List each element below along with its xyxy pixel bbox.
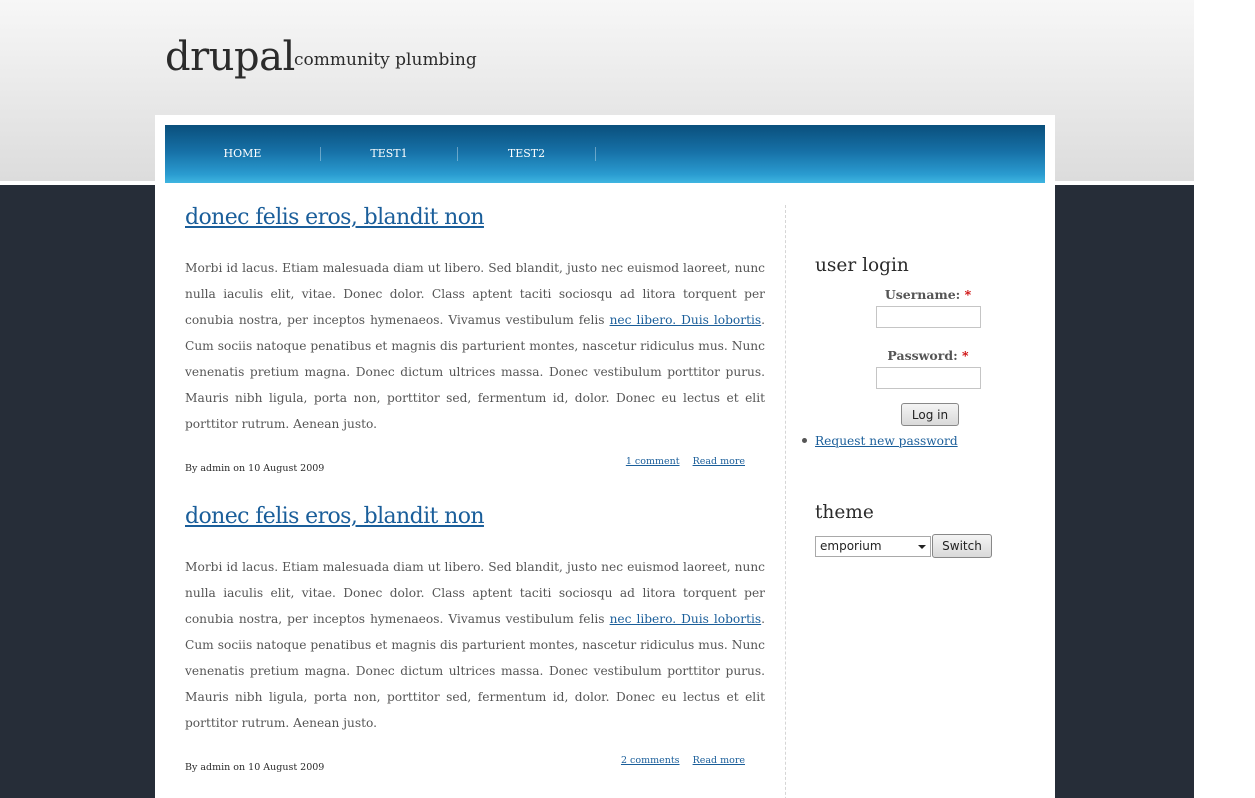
theme-form — [815, 534, 1015, 558]
user-login-title: user login — [815, 255, 909, 276]
theme-select[interactable] — [815, 536, 931, 557]
site-name[interactable]: drupal — [165, 34, 295, 80]
nav-item-test1[interactable]: TEST1 — [321, 147, 458, 161]
node-body-text: Morbi id lacus. Etiam malesuada diam ut libero. Sed blandit, justo nec euismod laoreet, nunc nulla iaculis elit, vitae. Donec dolor. Class aptent taciti sociosqu ad litora torquent per conubia nostra, per inceptos hymenaeos. Vivamus vestibulum felis — [185, 261, 765, 327]
username-label — [813, 287, 1043, 302]
read-more-link[interactable]: Read more — [692, 755, 745, 766]
column-divider — [785, 205, 786, 798]
node-body — [185, 255, 765, 437]
password-label-text: Password: — [887, 348, 958, 363]
node-teaser — [185, 200, 765, 499]
node-body-link[interactable]: nec libero. Duis lobortis — [609, 612, 762, 626]
theme-title: theme — [815, 502, 874, 523]
node-links — [616, 456, 745, 467]
chevron-down-icon — [918, 545, 926, 549]
sidebar — [815, 255, 1015, 558]
node-submitted: By admin on 10 August 2009 — [185, 762, 325, 773]
theme-select-value: emporium — [820, 538, 882, 553]
comments-link[interactable]: 1 comment — [625, 456, 680, 467]
request-password-link[interactable]: Request new password — [815, 434, 958, 448]
nav-item-test2[interactable]: TEST2 — [458, 147, 596, 161]
username-label-text: Username: — [884, 287, 961, 302]
request-password-item — [802, 430, 1015, 449]
node-body-text-cont: . Cum sociis natoque penatibus et magnis dis parturient montes, nascetur ridiculus mus. Nunc venenatis pretium magna. Donec dictum ultrices massa. Donec vestibulum porttitor purus. Mauris nibh ligula, porta non, porttitor sed, fermentum id, dolor. Donec eu lectus et elit porttitor rutrum. Aenean justo. — [185, 612, 765, 730]
site-slogan: community plumbing — [294, 50, 477, 70]
node-submitted: By admin on 10 August 2009 — [185, 463, 325, 474]
log-in-button[interactable]: Log in — [901, 403, 959, 426]
node-links — [611, 755, 745, 766]
required-mark: * — [964, 287, 972, 302]
nav-list — [165, 125, 596, 183]
page-container — [155, 115, 1055, 798]
primary-nav — [165, 125, 1045, 183]
node-body-text: Morbi id lacus. Etiam malesuada diam ut libero. Sed blandit, justo nec euismod laoreet, nunc nulla iaculis elit, vitae. Donec dolor. Class aptent taciti sociosqu ad litora torquent per conubia nostra, per inceptos hymenaeos. Vivamus vestibulum felis — [185, 560, 765, 626]
node-teaser — [185, 499, 765, 798]
main-content — [185, 200, 765, 798]
theme-block — [815, 502, 1015, 558]
read-more-link[interactable]: Read more — [692, 456, 745, 467]
switch-button[interactable]: Switch — [932, 534, 992, 558]
nav-item-home[interactable]: HOME — [165, 147, 321, 161]
password-label — [813, 348, 1043, 363]
user-login-block — [815, 255, 1015, 449]
password-input[interactable] — [876, 367, 981, 389]
node-body-link[interactable]: nec libero. Duis lobortis — [609, 313, 762, 327]
node-body-text-cont: . Cum sociis natoque penatibus et magnis dis parturient montes, nascetur ridiculus mus. Nunc venenatis pretium magna. Donec dictum ultrices massa. Donec vestibulum porttitor purus. Mauris nibh ligula, porta non, porttitor sed, fermentum id, dolor. Donec eu lectus et elit porttitor rutrum. Aenean justo. — [185, 313, 765, 431]
required-mark: * — [962, 348, 969, 363]
node-title-link[interactable]: donec felis eros, blandit non — [185, 205, 484, 230]
comments-link[interactable]: 2 comments — [620, 755, 680, 766]
node-title-link[interactable]: donec felis eros, blandit non — [185, 504, 484, 529]
node-body — [185, 554, 765, 736]
bullet-icon — [802, 438, 807, 443]
username-input[interactable] — [876, 306, 981, 328]
